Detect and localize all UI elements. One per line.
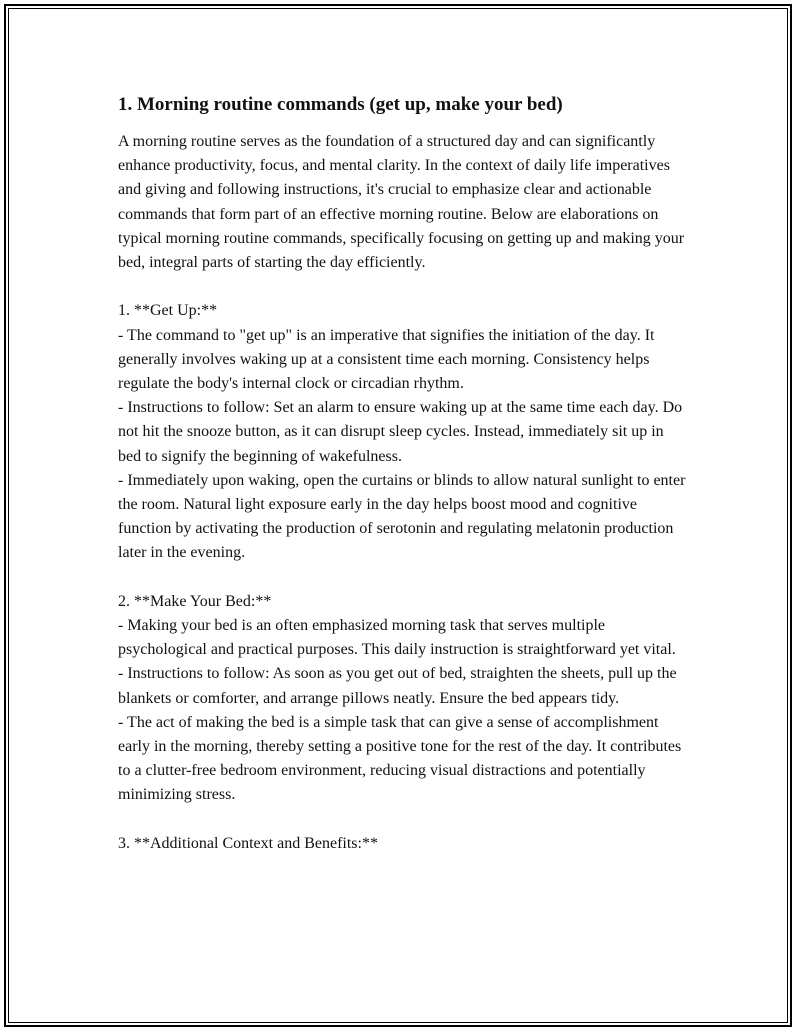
section-heading-get-up: 1. **Get Up:** (118, 302, 218, 320)
section-item: - The act of making the bed is a simple task that can give a sense of accomplishment early in the morning, thereby setting a positive tone for the rest of the day. It contributes to a clutter-free bedroom environment, reducing visual distractions and potentially minimizing stress. (118, 713, 682, 804)
document-title: 1. Morning routine commands (get up, make your bed) (118, 94, 563, 115)
paragraph-gap (118, 275, 688, 299)
section-item: - The command to "get up" is an imperative that signifies the initiation of the day. It generally involves waking up at a consistent time each morning. Consistency helps regulate the body's internal clock or circadian rhythm. (118, 326, 655, 393)
section-heading-make-your-bed: 2. **Make Your Bed:** (118, 592, 272, 610)
paragraph-gap (118, 566, 688, 590)
paragraph-gap (118, 808, 688, 832)
section-item: - Immediately upon waking, open the curtains or blinds to allow natural sunlight to enter the room. Natural light exposure early in the day helps boost mood and cognitive function by activating the production of serotonin and regulating melatonin production later in the evening. (118, 471, 686, 562)
document-body (118, 92, 688, 856)
section-item: - Instructions to follow: As soon as you get out of bed, straighten the sheets, pull up the blankets or comforter, and arrange pillows neatly. Ensure the bed appears tidy. (118, 665, 677, 707)
section-heading-additional-context: 3. **Additional Context and Benefits:** (118, 834, 378, 852)
section-item: - Making your bed is an often emphasized morning task that serves multiple psychological and practical purposes. This daily instruction is straightforward yet vital. (118, 617, 676, 659)
section-item: - Instructions to follow: Set an alarm to ensure waking up at the same time each day. Do not hit the snooze button, as it can disrupt sleep cycles. Instead, immediately sit up in bed to signify the beginning of wakefulness. (118, 399, 683, 465)
intro-paragraph: A morning routine serves as the foundation of a structured day and can significantly enhance productivity, focus, and mental clarity. In the context of daily life imperatives and giving and following instructions, it's crucial to emphasize clear and actionable commands that form part of an effective morning routine. Below are elaborations on typical morning routine commands, specifically focusing on getting up and making your bed, integral parts of starting the day efficiently. (118, 133, 685, 272)
